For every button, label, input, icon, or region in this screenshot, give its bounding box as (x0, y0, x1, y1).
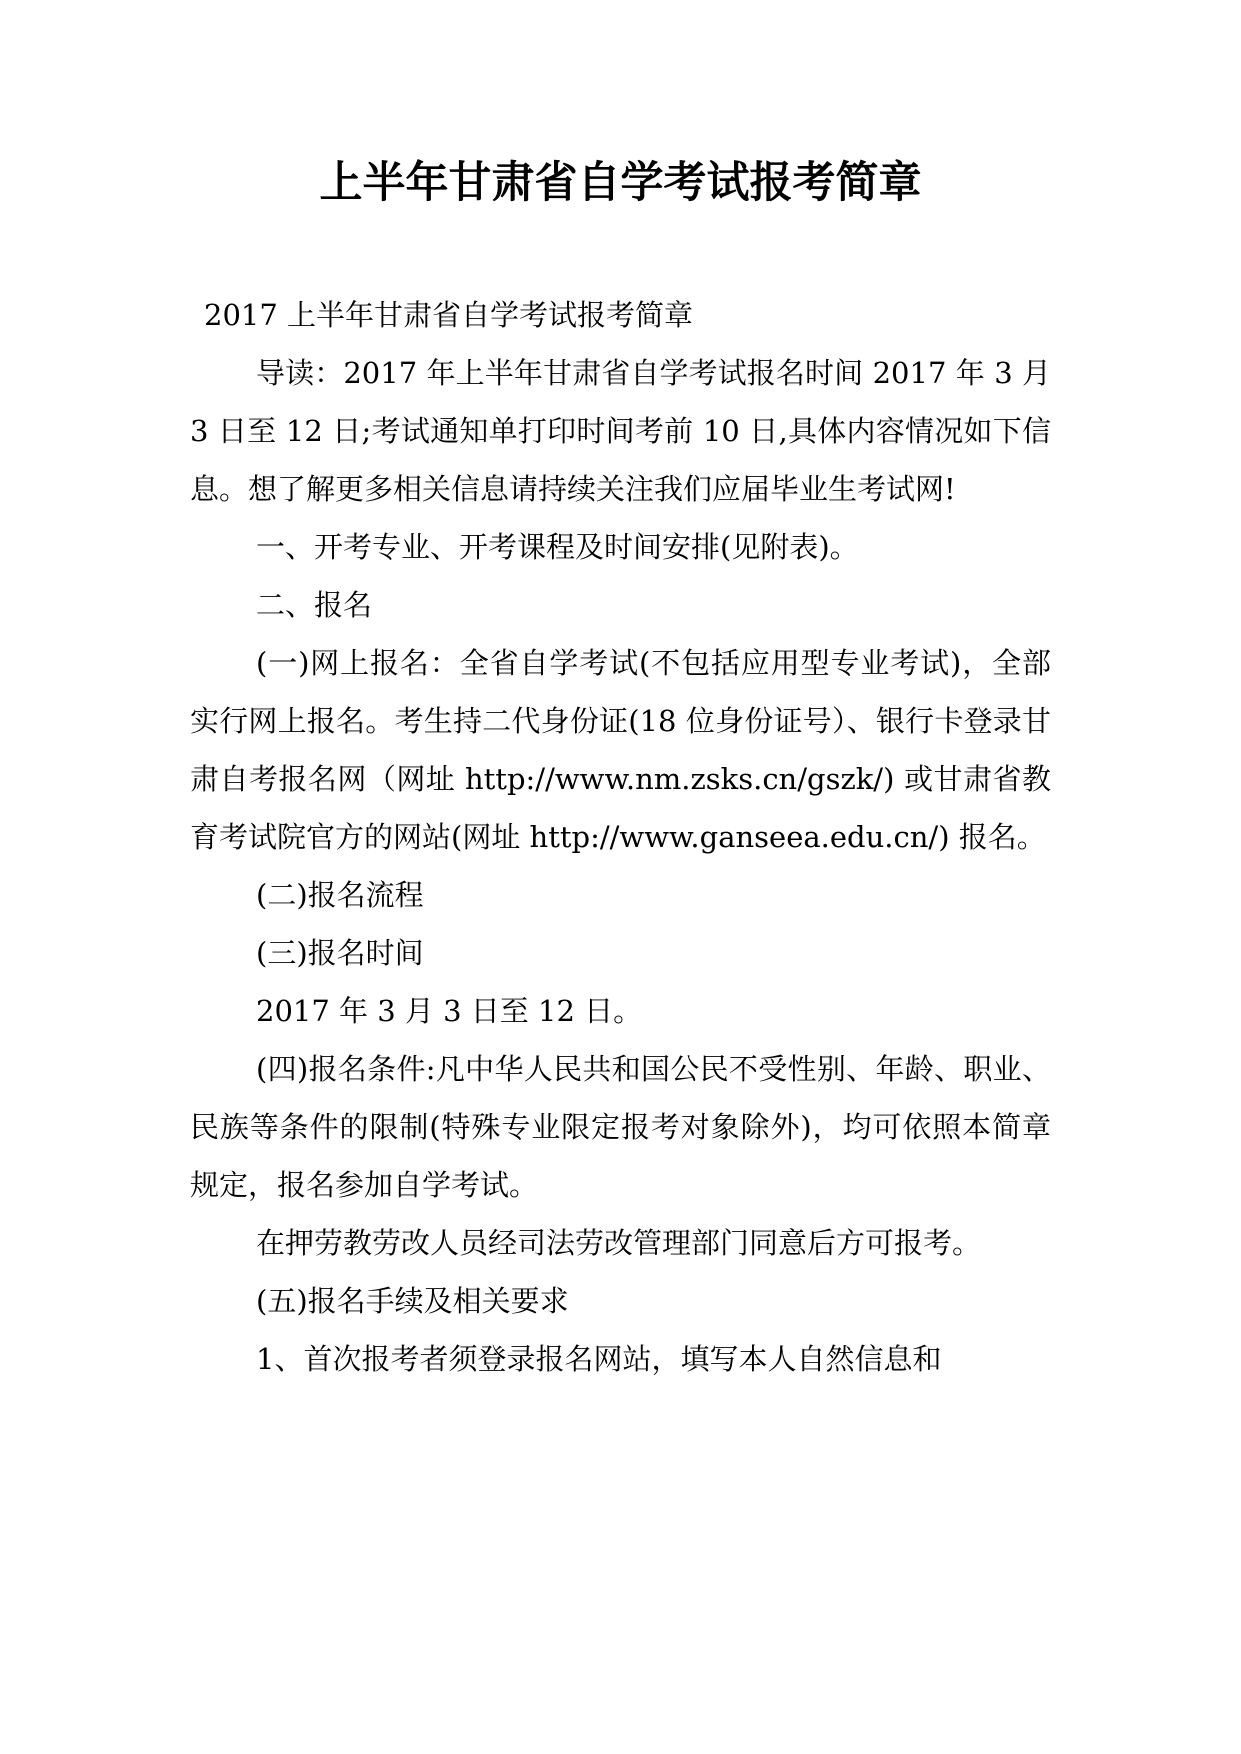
document-title: 上半年甘肃省自学考试报考简章 (319, 158, 922, 208)
online-registration-paragraph: (一)网上报名：全省自学考试(不包括应用型专业考试)，全部实行网上报名。考生持二代身份证(18 位身份证号）、银行卡登录甘肃自考报名网（网址 http://www.nm.zsks.cn/gszk/) 或甘肃省教育考试院官方的网站(网址 http://www.ganseea.edu.cn/) 报名。 (190, 646, 1051, 854)
detainee-note-paragraph: 在押劳教劳改人员经司法劳改管理部门同意后方可报考。 (256, 1226, 982, 1260)
registration-time-heading: (三)报名时间 (256, 936, 424, 970)
section-one-heading: 一、开考专业、开考课程及时间安排(见附表)。 (256, 530, 859, 564)
document-body (190, 286, 1051, 1388)
registration-conditions-paragraph: (四)报名条件:凡中华人民共和国公民不受性别、年龄、职业、民族等条件的限制(特殊专业限定报考对象除外)，均可依照本简章规定，报名参加自学考试。 (190, 1052, 1051, 1202)
procedures-heading: (五)报名手续及相关要求 (256, 1284, 569, 1318)
registration-time-paragraph: 2017 年 3 月 3 日至 12 日。 (256, 994, 643, 1028)
registration-process-heading: (二)报名流程 (256, 878, 424, 912)
intro-paragraph: 导读：2017 年上半年甘肃省自学考试报名时间 2017 年 3 月 3 日至 12 日;考试通知单打印时间考前 10 日,具体内容情况如下信息。想了解更多相关信息请持续关注我们应届毕业生考试网! (190, 356, 1051, 506)
first-time-applicant-paragraph: 1、首次报考者须登录报名网站，填写本人自然信息和 (256, 1342, 942, 1376)
section-two-heading: 二、报名 (256, 588, 373, 622)
subtitle-line: 2017 上半年甘肃省自学考试报考简章 (204, 298, 694, 332)
